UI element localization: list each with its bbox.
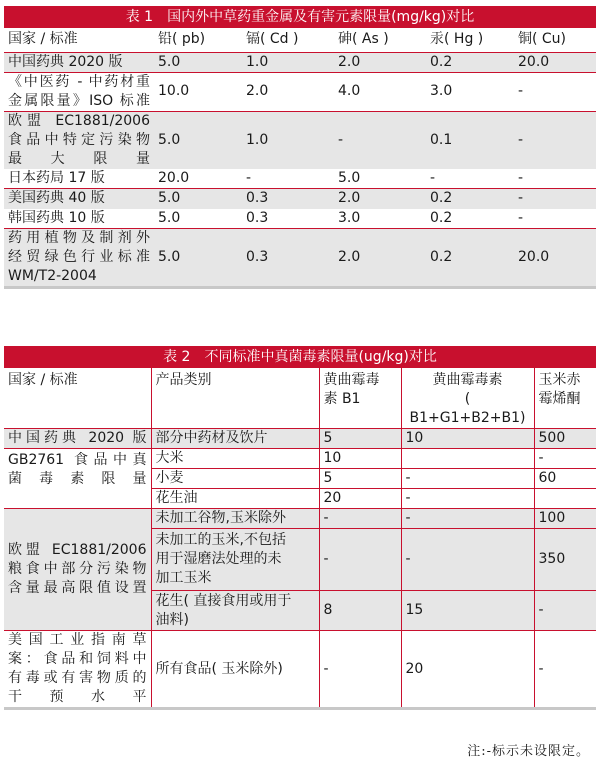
cell-line: 部分中药材及饮片 [155, 430, 268, 446]
table-2-total-cell [401, 449, 534, 469]
cell-line: 日本药局 17 版 [8, 169, 105, 186]
table-1-value-cell: 3.0 [426, 72, 514, 111]
cell-line: 美国药典 40 版 [8, 190, 105, 207]
table-1-header-cell: 镉( Cd ) [242, 28, 334, 52]
cell-line: 粮食中部分污染物 [8, 561, 147, 577]
cell-line: 小麦 [155, 470, 184, 486]
table-1-value-cell: 0.2 [426, 52, 514, 72]
table-2-total-cell: - [401, 529, 534, 591]
cell-line: 菌毒素限量 [8, 471, 147, 487]
table-2-category-cell [151, 489, 319, 509]
table-2-category-cell [151, 631, 319, 709]
table-2-total-cell: - [401, 509, 534, 529]
table-2-category-cell [151, 509, 319, 529]
table-2-zea-cell: 60 [534, 469, 596, 489]
table-1-row [4, 72, 596, 111]
table-1-value-cell: 2.0 [334, 229, 426, 288]
table-1-value-cell: 0.1 [426, 111, 514, 169]
cell-line: 用于湿磨法处理的未 [155, 551, 282, 567]
table-1-standard-cell [4, 72, 154, 111]
table-2-zea-cell: 350 [534, 529, 596, 591]
table-1-value-cell: 5.0 [154, 229, 242, 288]
table-1-grid [4, 28, 596, 289]
table-1-value-cell: 20.0 [514, 52, 596, 72]
cell-line: WM/T2-2004 [8, 268, 97, 284]
table-1-value-cell: 10.0 [154, 72, 242, 111]
table-2-zea-cell: - [534, 591, 596, 631]
table-1-value-cell: - [514, 209, 596, 229]
table-1-header-cell: 铅( pb) [154, 28, 242, 52]
table-1 [4, 6, 596, 289]
table-1-header-cell: 汞( Hg ) [426, 28, 514, 52]
cell-line: 美国工业指南草 [8, 632, 147, 648]
table-2-b1-cell: 8 [319, 591, 401, 631]
table-2-standard-cell [4, 631, 151, 709]
table-2-zea-cell [534, 489, 596, 509]
table-2-header-standard: 国家 / 标准 [4, 368, 151, 429]
cell-line: 有毒或有害物质的 [8, 670, 147, 686]
table-2-b1-cell: - [319, 509, 401, 529]
cell-line: 黄曲霉毒 [323, 372, 380, 388]
table-2-standard-cell [4, 449, 151, 509]
table-1-value-cell: - [426, 169, 514, 189]
cell-line: 欧盟 EC1881/2006 [8, 542, 147, 558]
table-1-row [4, 169, 596, 189]
cell-line: 案：食品和饲料中 [8, 651, 147, 667]
table-2-zea-cell: 500 [534, 429, 596, 449]
table-1-value-cell: 0.2 [426, 229, 514, 288]
table-1-value-cell: 20.0 [154, 169, 242, 189]
table-2-category-cell [151, 529, 319, 591]
table-1-header-cell: 砷( As ) [334, 28, 426, 52]
table-2-row [4, 509, 596, 529]
table-2-category-cell [151, 469, 319, 489]
table-1-standard-cell [4, 229, 154, 288]
table-1-row [4, 229, 596, 288]
cell-line: 未加工的玉米,不包括 [155, 532, 286, 548]
table-2-standard-cell [4, 509, 151, 631]
table-1-value-cell: 0.3 [242, 209, 334, 229]
cell-line: 最大限量 [8, 150, 150, 167]
table-1-value-cell: 2.0 [334, 189, 426, 209]
table-2-total-cell: 15 [401, 591, 534, 631]
table-1-value-cell: 1.0 [242, 111, 334, 169]
cell-line: 中国药典 2020 版 [8, 53, 123, 70]
table-1-row [4, 111, 596, 169]
table-1-value-cell: 0.2 [426, 209, 514, 229]
table-1-row [4, 209, 596, 229]
table-1-value-cell: 20.0 [514, 229, 596, 288]
table-2-category-cell [151, 449, 319, 469]
cell-line: 大米 [155, 450, 184, 466]
table-2-zea-cell: 100 [534, 509, 596, 529]
table-2-header-zea [534, 368, 596, 429]
table-2-category-cell [151, 429, 319, 449]
table-1-standard-cell [4, 189, 154, 209]
table-2-total-cell: 10 [401, 429, 534, 449]
table-2-header-category: 产品类别 [151, 368, 319, 429]
cell-line: 金属限量》ISO 标准 [8, 92, 150, 109]
cell-line: 未加工谷物,玉米除外 [155, 510, 286, 526]
table-2-b1-cell: 10 [319, 449, 401, 469]
table-1-title-bar [4, 6, 596, 28]
table-2-label: 表 2 [163, 349, 191, 365]
table-1-value-cell: 5.0 [154, 52, 242, 72]
cell-line: 霉烯酮 [538, 391, 581, 407]
cell-line: 欧盟 EC1881/2006 [8, 112, 150, 129]
cell-line: 含量最高限值设置 [8, 580, 147, 596]
table-1-standard-cell [4, 209, 154, 229]
cell-line: 经贸绿色行业标准 [8, 249, 150, 265]
table-1-value-cell: 2.0 [334, 52, 426, 72]
table-1-row [4, 189, 596, 209]
footnote: 注:-标示未设限定。 [467, 744, 590, 759]
table-2-standard-cell [4, 429, 151, 449]
table-2-total-cell: - [401, 469, 534, 489]
table-1-value-cell: 5.0 [154, 209, 242, 229]
table-1-value-cell: 3.0 [334, 209, 426, 229]
table-1-value-cell: - [514, 72, 596, 111]
cell-line: 黄曲霉毒素 [432, 372, 503, 388]
table-2-b1-cell: 20 [319, 489, 401, 509]
table-2-total-cell: - [401, 489, 534, 509]
table-2-title: 不同标准中真菌毒素限量(ug/kg)对比 [204, 349, 437, 365]
table-2-zea-cell: - [534, 449, 596, 469]
cell-line: 花生( 直接食用或用于 [155, 592, 292, 609]
table-1-value-cell: 2.0 [242, 72, 334, 111]
table-1-label: 表 1 [125, 9, 154, 25]
table-2-b1-cell: 5 [319, 429, 401, 449]
table-1-value-cell: - [242, 169, 334, 189]
cell-line: 加工玉米 [155, 570, 212, 586]
table-1-value-cell: 5.0 [334, 169, 426, 189]
table-1-header-cell: 国家 / 标准 [4, 28, 154, 52]
table-1-value-cell: - [334, 111, 426, 169]
table-1-value-cell: 0.3 [242, 229, 334, 288]
table-1-standard-cell [4, 111, 154, 169]
table-1-header-row [4, 28, 596, 52]
table-2-category-cell [151, 591, 319, 631]
table-1-value-cell: 4.0 [334, 72, 426, 111]
table-2-header-b1 [319, 368, 401, 429]
table-2-row [4, 631, 596, 709]
table-2-header-total [401, 368, 534, 429]
cell-line: 油料) [155, 611, 189, 628]
cell-line: 素 B1 [323, 391, 361, 407]
table-1-value-cell: 5.0 [154, 111, 242, 169]
table-1-row [4, 52, 596, 72]
table-2-header-row [4, 368, 596, 429]
cell-line: 中国药典 2020 版 [8, 430, 147, 446]
table-1-value-cell: 5.0 [154, 189, 242, 209]
cell-line: 花生油 [155, 490, 198, 506]
table-2 [4, 346, 596, 710]
cell-line: 韩国药典 10 版 [8, 209, 105, 226]
table-2-row [4, 449, 596, 469]
table-1-value-cell: 1.0 [242, 52, 334, 72]
cell-line: 干预水平 [8, 689, 147, 705]
table-2-zea-cell: - [534, 631, 596, 709]
table-1-standard-cell [4, 52, 154, 72]
cell-line: 《中医药 - 中药材重 [8, 73, 150, 90]
cell-line: GB2761 食品中真 [8, 452, 147, 468]
cell-line: 玉米赤 [538, 372, 581, 388]
table-2-b1-cell: - [319, 529, 401, 591]
table-1-standard-cell [4, 169, 154, 189]
cell-line: 所有食品( 玉米除外) [155, 660, 283, 677]
table-2-b1-cell: 5 [319, 469, 401, 489]
table-2-row [4, 429, 596, 449]
table-1-value-cell: - [514, 169, 596, 189]
table-2-title-bar [4, 346, 596, 368]
table-2-b1-cell: - [319, 631, 401, 709]
cell-line: 药用植物及制剂外 [8, 230, 150, 246]
table-1-title: 国内外中草药重金属及有害元素限量(mg/kg)对比 [167, 9, 475, 25]
table-1-value-cell: - [514, 189, 596, 209]
cell-line: ( B1+G1+B2+B1) [409, 391, 526, 426]
table-1-header-cell: 铜( Cu) [514, 28, 596, 52]
table-2-total-cell: 20 [401, 631, 534, 709]
table-1-value-cell: - [514, 111, 596, 169]
table-1-value-cell: 0.2 [426, 189, 514, 209]
cell-line: 食品中特定污染物 [8, 131, 150, 148]
table-1-value-cell: 0.3 [242, 189, 334, 209]
table-2-grid [4, 368, 596, 710]
